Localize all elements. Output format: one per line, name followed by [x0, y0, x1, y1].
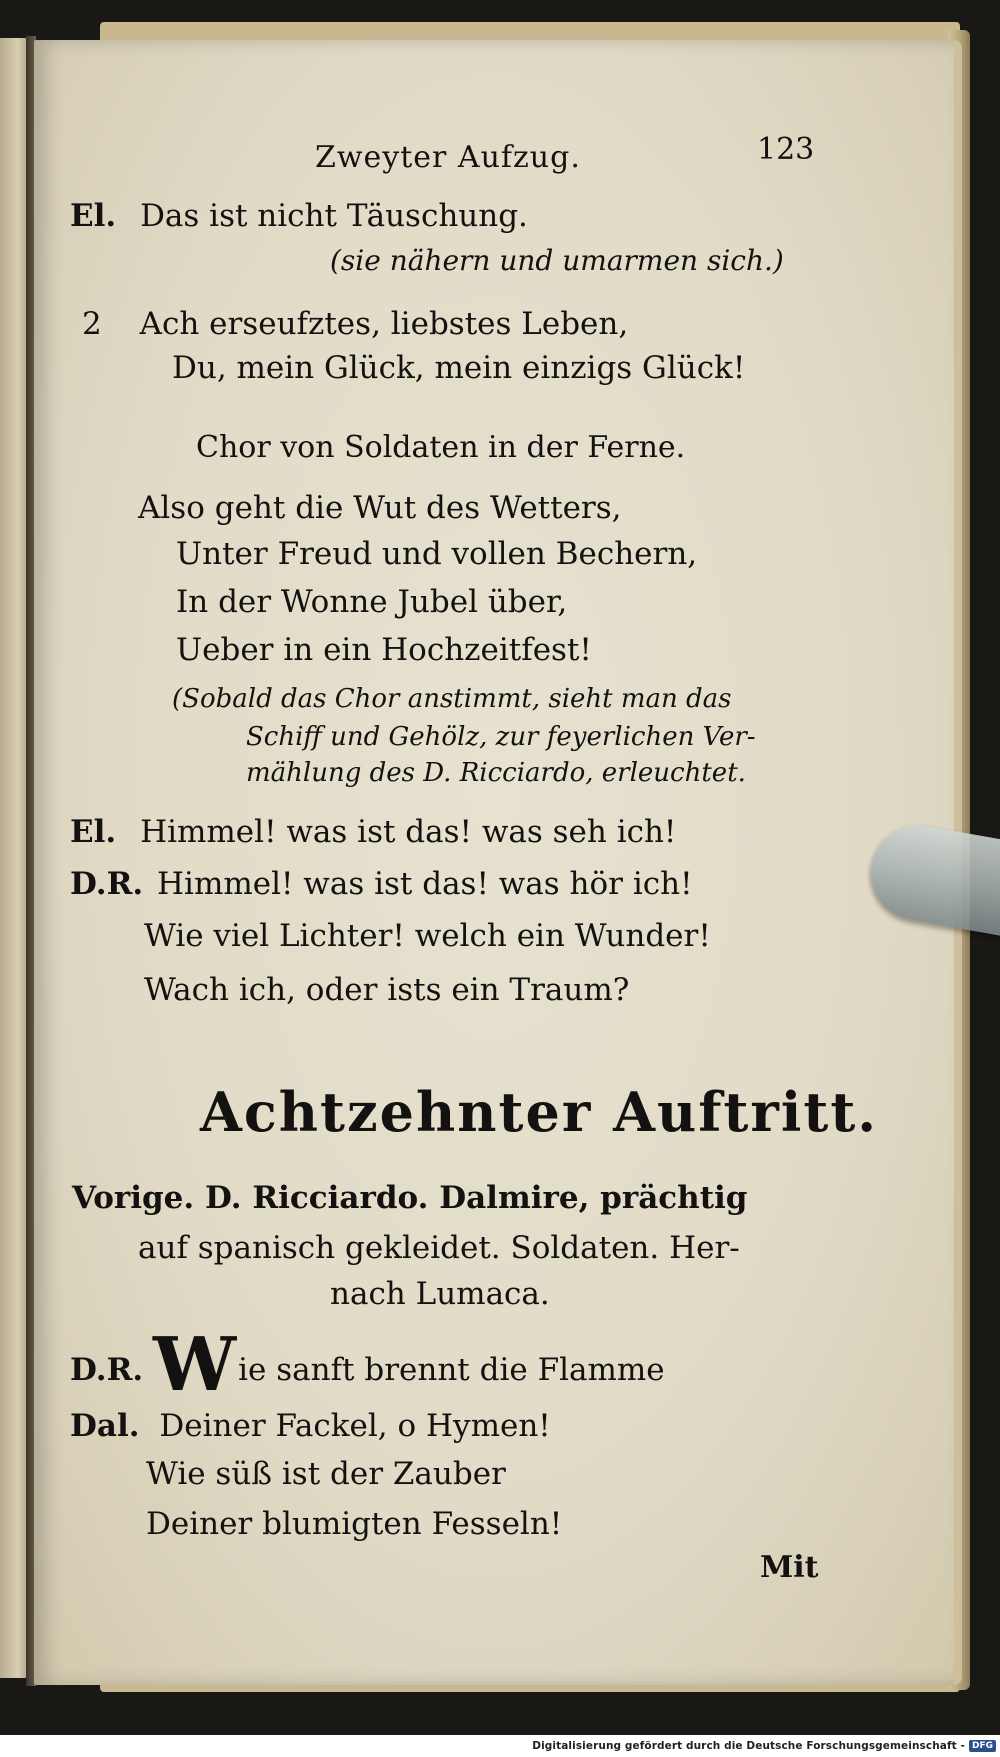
text-line [70, 1322, 665, 1408]
line-text: Himmel! was ist das! was hör ich! [157, 866, 693, 902]
clip-body [864, 818, 1000, 936]
stage-direction: (Sobald das Chor anstimmt, sieht man das [172, 684, 732, 714]
text-line [82, 306, 628, 342]
text-line [70, 866, 693, 902]
verse-number: 2 [82, 306, 102, 342]
dramatis-line: auf spanisch gekleidet. Soldaten. Her- [138, 1230, 740, 1266]
running-head: Zweyter Aufzug. [315, 140, 581, 175]
line-text: Deiner Fackel, o Hymen! [159, 1408, 551, 1444]
line-text: Wie viel Lichter! welch ein Wunder! [144, 918, 711, 954]
footer-bar [0, 1735, 1000, 1757]
text-line [70, 1408, 551, 1444]
line-text: Unter Freud und vollen Bechern, [176, 536, 698, 572]
speaker-label: D.R. [70, 866, 144, 902]
footer-credit: Digitalisierung gefördert durch die Deutsche Forschungsgemeinschaft - [532, 1740, 965, 1752]
stage-direction: mählung des D. Ricciardo, erleuchtet. [246, 758, 746, 788]
line-text: Himmel! was ist das! was seh ich! [140, 814, 677, 850]
chorus-heading: Chor von Soldaten in der Ferne. [196, 430, 686, 465]
line-text: Deiner blumigten Fesseln! [146, 1506, 563, 1542]
line-text: Also geht die Wut des Wetters, [138, 490, 622, 526]
speaker-label: El. [70, 198, 117, 234]
dramatis-line: nach Lumaca. [330, 1276, 550, 1312]
scene-heading: Achtzehnter Auftritt. [200, 1080, 879, 1144]
line-text: Wach ich, oder ists ein Traum? [144, 972, 630, 1008]
speaker-label: D.R. [70, 1352, 144, 1388]
line-text: ie sanft brennt die Flamme [238, 1352, 665, 1388]
line-text: Ach erseufztes, liebstes Leben, [139, 306, 629, 342]
catchword: Mit [760, 1550, 819, 1585]
line-text: In der Wonne Jubel über, [176, 584, 568, 620]
stage-direction: (sie nähern und umarmen sich.) [330, 244, 784, 277]
stage-direction: Schiff und Gehölz, zur feyerlichen Ver- [246, 722, 756, 752]
line-text: Das ist nicht Täuschung. [140, 198, 528, 234]
dramatis-line: Vorige. D. Ricciardo. Dalmire, prächtig [72, 1180, 748, 1216]
drop-cap: W [153, 1322, 237, 1408]
line-text: Ueber in ein Hochzeitfest! [176, 632, 592, 668]
line-text: Wie süß ist der Zauber [146, 1456, 506, 1492]
page-clip [868, 818, 1000, 928]
dfg-logo: DFG [969, 1740, 996, 1752]
text-line [70, 198, 528, 234]
speaker-label: Dal. [70, 1408, 140, 1444]
page-number: 123 [757, 132, 815, 167]
line-text: Du, mein Glück, mein einzigs Glück! [172, 350, 746, 386]
text-line [70, 814, 676, 850]
speaker-label: El. [70, 814, 117, 850]
